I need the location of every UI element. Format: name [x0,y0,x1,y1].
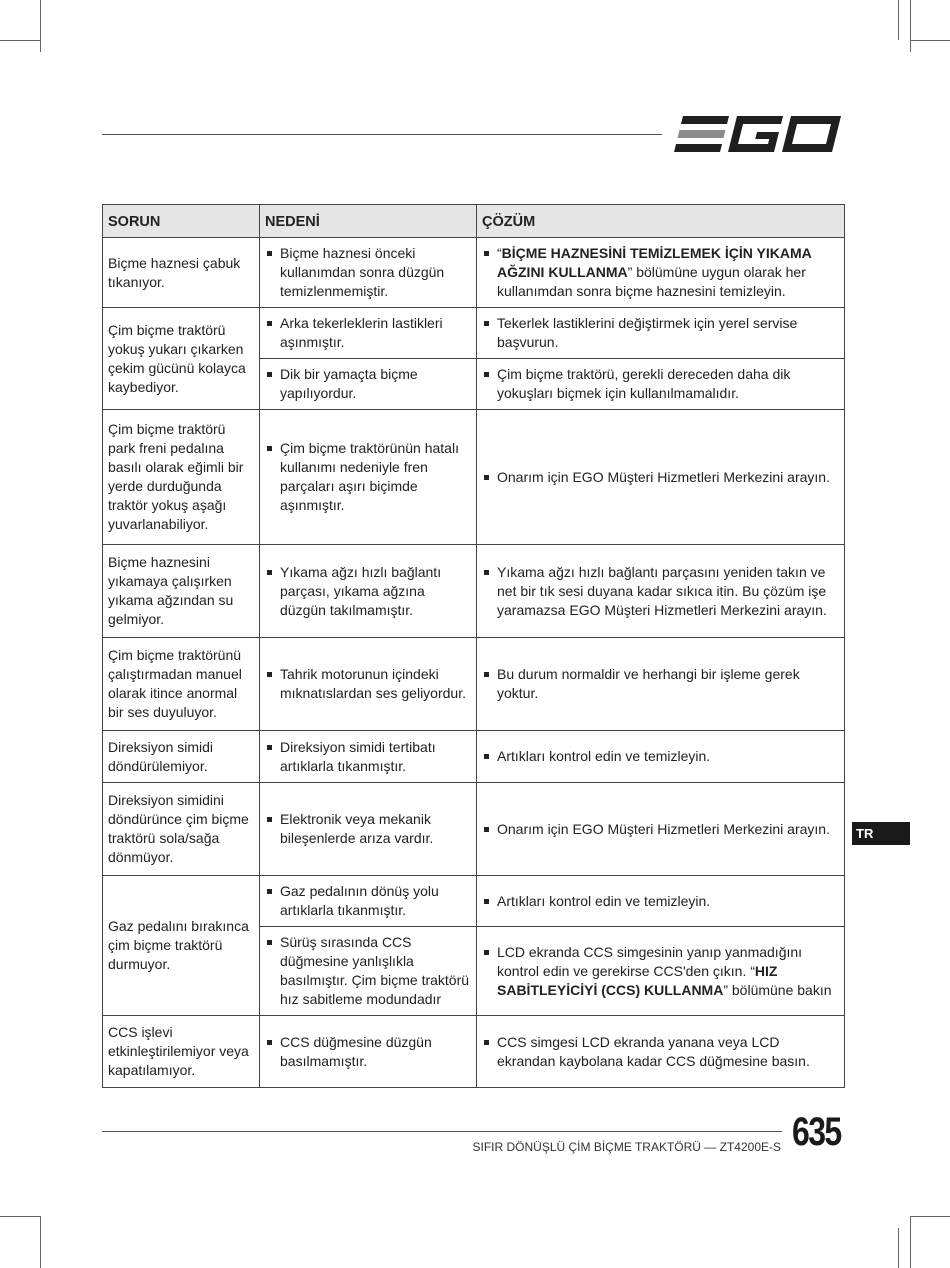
cause-cell [260,783,477,876]
cause-cell [260,638,477,731]
problem-cell: Çim biçme traktörü yokuş yukarı çıkarken çekim gücünü kolayca kaybediyor. [103,308,260,410]
page-number: 635 [792,1110,841,1154]
solution-text: Yıkama ağzı hızlı bağlantı parçasını yeniden takın ve net bir tık sesi duyana kadar sıkıca itin. Bu çözüm işe yaramazsa EGO Müşteri Hizmetleri Merkezini arayın. [482,563,839,620]
table-row [103,238,845,308]
cause-text: Yıkama ağzı hızlı bağlantı parçası, yıkama ağzına düzgün takılmamıştır. [265,563,471,620]
problem-cell: Direksiyon simidi döndürülemiyor. [103,731,260,783]
solution-cell [477,1016,845,1088]
crop-mark [910,1216,911,1268]
cause-cell [260,731,477,783]
solution-text: “BİÇME HAZNESİNİ TEMİZLEMEK İÇİN YIKAMA AĞZINI KULLANMA” bölümüne uygun olarak her kullanımdan sonra biçme haznesini temizleyin. [482,244,839,301]
solution-cell [477,638,845,731]
solution-text: Artıkları kontrol edin ve temizleyin. [482,892,839,911]
table-row [103,308,845,359]
solution-text: Çim biçme traktörü, gerekli dereceden daha dik yokuşları biçmek için kullanılmamalıdır. [482,365,839,403]
cause-text: Sürüş sırasında CCS düğmesine yanlışlıkla basılmıştır. Çim biçme traktörü hız sabitleme modundadır [265,933,471,1009]
solution-text: Onarım için EGO Müşteri Hizmetleri Merkezini arayın. [482,468,839,487]
cause-text: Dik bir yamaçta biçme yapılıyordur. [265,365,471,403]
header-solution: ÇÖZÜM [477,205,845,238]
solution-cell [477,359,845,410]
solution-text: Artıkları kontrol edin ve temizleyin. [482,747,839,766]
solution-cell [477,876,845,927]
solution-cell [477,238,845,308]
problem-cell: Çim biçme traktörünü çalıştırmadan manuel olarak itince anormal bir ses duyuluyor. [103,638,260,731]
cause-text: Tahrik motorunun içindeki mıknatıslardan ses geliyordur. [265,665,471,703]
table-row [103,731,845,783]
cause-cell [260,927,477,1016]
solution-cell [477,545,845,638]
cause-text: Arka tekerleklerin lastikleri aşınmıştır. [265,314,471,352]
solution-cell [477,410,845,545]
solution-text: Tekerlek lastiklerini değiştirmek için yerel servise başvurun. [482,314,839,352]
crop-mark [898,0,899,40]
crop-mark [40,1216,41,1268]
footer-title: SIFIR DÖNÜŞLÜ ÇİM BİÇME TRAKTÖRÜ — ZT4200E-S [472,1140,781,1154]
table-row [103,545,845,638]
cause-text: CCS düğmesine düzgün basılmamıştır. [265,1033,471,1071]
header-rule [102,134,662,135]
solution-cell [477,927,845,1016]
cause-cell [260,308,477,359]
solution-cell [477,308,845,359]
cause-text: Direksiyon simidi tertibatı artıklarla tıkanmıştır. [265,738,471,776]
problem-cell: Gaz pedalını bırakınca çim biçme traktörü durmuyor. [103,876,260,1016]
table-row [103,1016,845,1088]
problem-cell: Biçme haznesi çabuk tıkanıyor. [103,238,260,308]
solution-text: LCD ekranda CCS simgesinin yanıp yanmadığını kontrol edin ve gerekirse CCS'den çıkın. “HIZ SABİTLEYİCİYİ (CCS) KULLANMA” bölümüne bakın [482,943,839,1000]
crop-mark [910,0,911,52]
problem-cell: CCS işlevi etkinleştirilemiyor veya kapatılamıyor. [103,1016,260,1088]
crop-mark [910,1216,950,1217]
table-row [103,876,845,927]
solution-text: Bu durum normaldir ve herhangi bir işleme gerek yoktur. [482,665,839,703]
crop-mark [40,0,41,52]
section-reference: BİÇME HAZNESİNİ TEMİZLEMEK İÇİN YIKAMA AĞZINI KULLANMA [497,245,812,280]
language-tab: TR [852,822,910,845]
crop-mark [0,1216,40,1217]
crop-mark [910,40,950,41]
table-row [103,783,845,876]
header-problem: SORUN [103,205,260,238]
cause-cell [260,876,477,927]
cause-cell [260,410,477,545]
cause-cell [260,1016,477,1088]
header-cause: NEDENİ [260,205,477,238]
solution-text: Onarım için EGO Müşteri Hizmetleri Merkezini arayın. [482,820,839,839]
problem-cell: Direksiyon simidini döndürünce çim biçme traktörü sola/sağa dönmüyor. [103,783,260,876]
crop-mark [0,40,40,41]
cause-text: Çim biçme traktörünün hatalı kullanımı nedeniyle fren parçaları aşırı biçimde aşınmıştır. [265,439,471,515]
ego-logo [672,112,844,156]
table-row [103,410,845,545]
troubleshooting-table [102,204,845,1088]
table-header-row [103,205,845,238]
cause-text: Gaz pedalının dönüş yolu artıklarla tıkanmıştır. [265,882,471,920]
section-reference: HIZ SABİTLEYİCİYİ (CCS) KULLANMA [497,962,778,998]
cause-text: Elektronik veya mekanik bileşenlerde arıza vardır. [265,810,471,848]
cause-cell [260,545,477,638]
table-row [103,638,845,731]
solution-cell [477,731,845,783]
problem-cell: Çim biçme traktörü park freni pedalına basılı olarak eğimli bir yerde durduğunda traktör yokuş aşağı yuvarlanabiliyor. [103,410,260,545]
cause-cell [260,359,477,410]
solution-cell [477,783,845,876]
cause-cell [260,238,477,308]
solution-text: CCS simgesi LCD ekranda yanana veya LCD ekrandan kaybolana kadar CCS düğmesine basın. [482,1033,839,1071]
crop-mark [898,1228,899,1268]
cause-text: Biçme haznesi önceki kullanımdan sonra düzgün temizlenmemiştir. [265,244,471,301]
problem-cell: Biçme haznesini yıkamaya çalışırken yıkama ağzından su gelmiyor. [103,545,260,638]
footer-rule [102,1131,782,1132]
